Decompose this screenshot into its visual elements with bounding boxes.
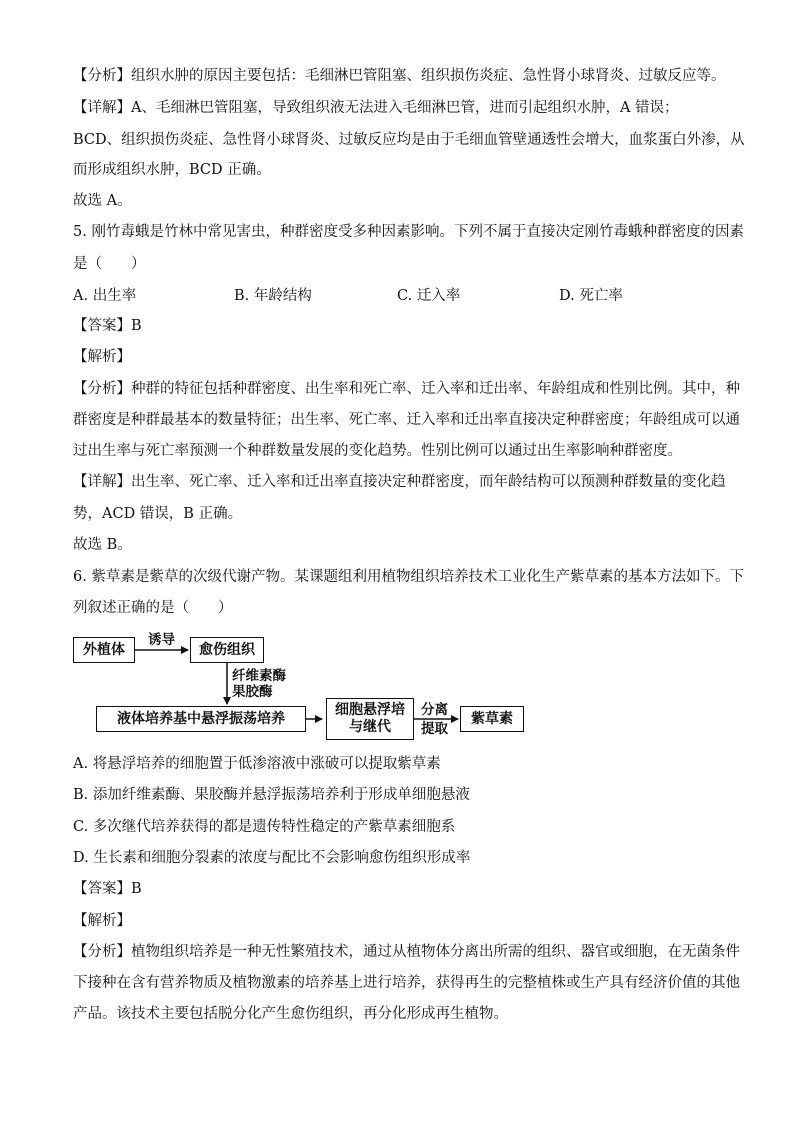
q5-analysis-2: 群密度是种群最基本的数量特征；出生率、死亡率、迁入率和迁出率直接决定种群密度；年龄组成可以通 — [73, 412, 740, 428]
q4-detail-bcd: BCD、组织损伤炎症、急性肾小球肾炎、过敏反应均是由于毛细血管壁通透性会增大，血浆蛋白外渗，从 — [73, 132, 745, 148]
q4-detail-a: 【详解】A、毛细淋巴管阻塞，导致组织液无法进入毛细淋巴管，进而引起组织水肿，A 错误； — [73, 100, 679, 116]
suspension-line-2: 与继代 — [349, 719, 391, 735]
q4-analysis: 【分析】组织水肿的原因主要包括：毛细淋巴管阻塞、组织损伤炎症、急性肾小球肾炎、过敏反应等。 — [73, 68, 726, 84]
q6-option-d: D. 生长素和细胞分裂素的浓度与配比不会影响愈伤组织形成率 — [73, 850, 471, 866]
q5-detail-2: 势，ACD 错误，B 正确。 — [73, 506, 243, 522]
q5-stem-cont: 是（ ） — [73, 256, 146, 272]
q5-explanation-heading: 【解析】 — [73, 349, 131, 365]
q5-option-b: B. 年龄结构 — [234, 288, 312, 304]
q6-analysis-2: 下接种在含有营养物质及植物激素的培养基上进行培养，获得再生的完整植株或生产具有经济价值的其他 — [73, 975, 740, 991]
q5-option-d: D. 死亡率 — [559, 288, 623, 304]
extract-label: 提取 — [421, 721, 448, 737]
q6-explanation-heading: 【解析】 — [73, 913, 131, 929]
q5-choice: 故选 B。 — [73, 537, 132, 553]
q5-option-a: A. 出生率 — [73, 288, 137, 304]
cellulase-label: 纤维素酶 — [232, 668, 286, 684]
q4-choice: 故选 A。 — [73, 193, 132, 209]
callus-box: 愈伤组织 — [190, 637, 264, 663]
pectinase-label: 果胶酶 — [232, 684, 273, 700]
q6-stem-cont: 列叙述正确的是（ ） — [73, 600, 233, 616]
q5-analysis-1: 【分析】种群的特征包括种群密度、出生率和死亡率、迁入率和迁出率、年龄组成和性别比例。其中，种 — [73, 381, 740, 397]
q6-analysis-3: 产品。该技术主要包括脱分化产生愈伤组织，再分化形成再生植物。 — [73, 1006, 508, 1022]
q6-stem: 6. 紫草素是紫草的次级代谢产物。某课题组利用植物组织培养技术工业化生产紫草素的基本方法如下。下 — [73, 569, 744, 585]
q5-stem: 5. 刚竹毒蛾是竹林中常见害虫，种群密度受多种因素影响。下列不属于直接决定刚竹毒蛾种群密度的因素 — [73, 224, 744, 240]
purpurin-production-diagram — [70, 630, 540, 740]
q5-option-c: C. 迁入率 — [397, 288, 461, 304]
separate-label: 分离 — [421, 702, 448, 718]
q6-option-b: B. 添加纤维素酶、果胶酶并悬浮振荡培养利于形成单细胞悬液 — [73, 787, 470, 803]
suspension-line-1: 细胞悬浮培 — [335, 702, 405, 718]
q6-analysis-1: 【分析】植物组织培养是一种无性繁殖技术，通过从植物体分离出所需的组织、器官或细胞，在无菌条件 — [73, 944, 740, 960]
induce-label: 诱导 — [148, 632, 175, 648]
q6-option-c: C. 多次继代培养获得的都是遗传特性稳定的产紫草素细胞系 — [73, 819, 456, 835]
explant-box: 外植体 — [73, 637, 135, 663]
suspension-culture-box — [326, 698, 414, 740]
q4-detail-bcd-cont: 而形成组织水肿，BCD 正确。 — [73, 162, 271, 178]
q5-analysis-3: 过出生率与死亡率预测一个种群数量发展的变化趋势。性别比例可以通过出生率影响种群密度。 — [73, 443, 682, 459]
purpurin-box: 紫草素 — [460, 706, 524, 732]
q5-detail-1: 【详解】出生率、死亡率、迁入率和迁出率直接决定种群密度，而年龄结构可以预测种群数量的变化趋 — [73, 474, 726, 490]
liquid-culture-box: 液体培养基中悬浮振荡培养 — [96, 706, 306, 732]
q6-option-a: A. 将悬浮培养的细胞置于低渗溶液中涨破可以提取紫草素 — [73, 756, 441, 772]
q6-answer: 【答案】B — [73, 881, 142, 897]
q5-answer: 【答案】B — [73, 318, 142, 334]
